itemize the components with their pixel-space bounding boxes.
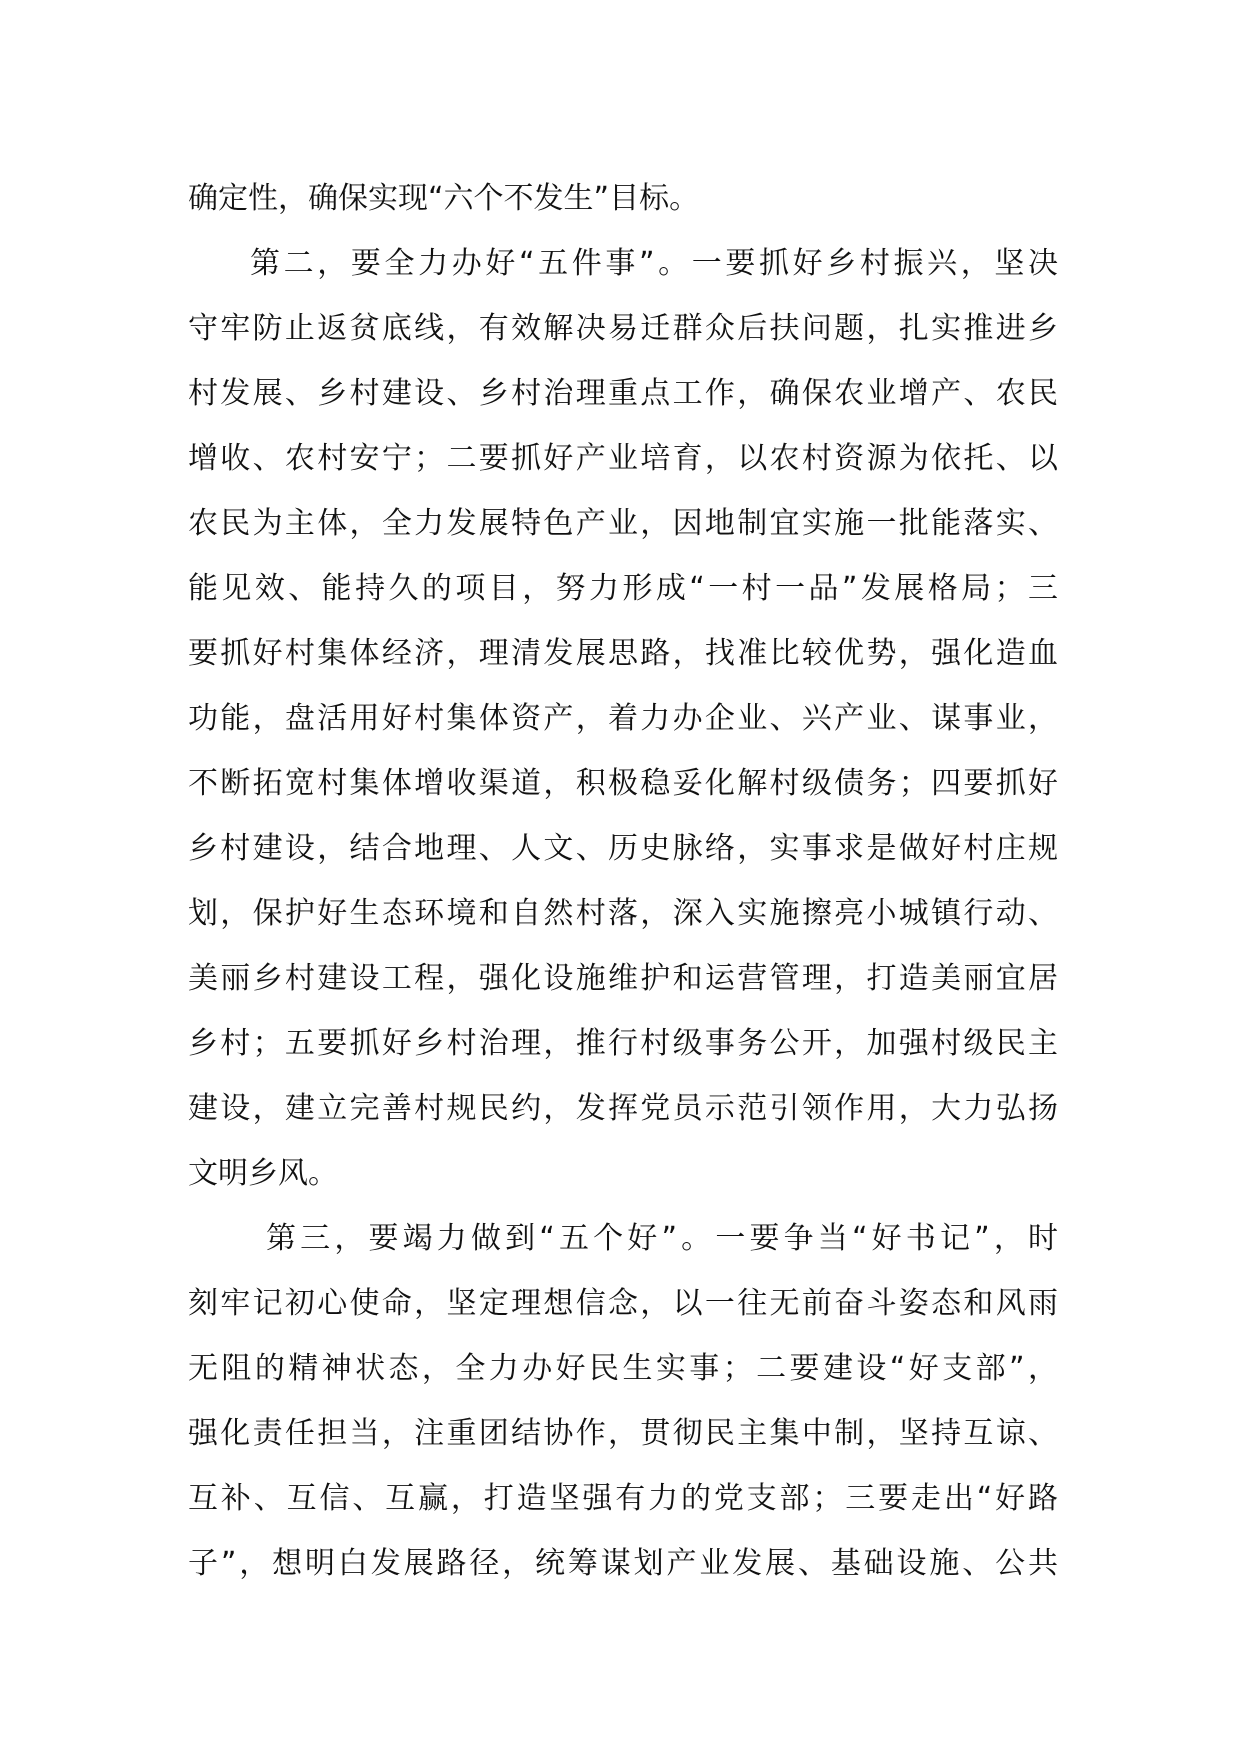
text-line: 村发展、乡村建设、乡村治理重点工作，确保农业增产、农民: [188, 376, 1058, 411]
text-line: 农民为主体，全力发展特色产业，因地制宜实施一批能落实、: [188, 506, 1058, 541]
body-text: [188, 166, 1058, 1596]
text-line: 互补、互信、互赢，打造坚强有力的党支部；三要走出“好路: [188, 1481, 1058, 1516]
paragraph-first-line: 第三，要竭力做到“五个好”。一要争当“好书记”，时: [266, 1221, 1058, 1256]
text-line: 能见效、能持久的项目，努力形成“一村一品”发展格局；三: [188, 571, 1058, 606]
text-line: 乡村；五要抓好乡村治理，推行村级事务公开，加强村级民主: [188, 1026, 1058, 1061]
text-line: 划，保护好生态环境和自然村落，深入实施擦亮小城镇行动、: [188, 896, 1058, 931]
text-line: 增收、农村安宁；二要抓好产业培育，以农村资源为依托、以: [188, 441, 1058, 476]
text-line: 确定性，确保实现“六个不发生”目标。: [188, 181, 700, 216]
text-line: 无阻的精神状态，全力办好民生实事；二要建设“好支部”，: [188, 1351, 1058, 1386]
text-line: 文明乡风。: [188, 1156, 338, 1191]
text-line: 子”，想明白发展路径，统筹谋划产业发展、基础设施、公共: [188, 1546, 1058, 1581]
text-line: 建设，建立完善村规民约，发挥党员示范引领作用，大力弘扬: [188, 1091, 1058, 1126]
text-line: 美丽乡村建设工程，强化设施维护和运营管理，打造美丽宜居: [188, 961, 1058, 996]
text-line: 不断拓宽村集体增收渠道，积极稳妥化解村级债务；四要抓好: [188, 766, 1058, 801]
text-line: 乡村建设，结合地理、人文、历史脉络，实事求是做好村庄规: [188, 831, 1058, 866]
text-line: 强化责任担当，注重团结协作，贯彻民主集中制，坚持互谅、: [188, 1416, 1058, 1451]
paragraph-first-line: 第二，要全力办好“五件事”。一要抓好乡村振兴，坚决: [250, 246, 1058, 281]
text-line: 守牢防止返贫底线，有效解决易迁群众后扶问题，扎实推进乡: [188, 311, 1058, 346]
text-line: 要抓好村集体经济，理清发展思路，找准比较优势，强化造血: [188, 636, 1058, 671]
text-line: 功能，盘活用好村集体资产，着力办企业、兴产业、谋事业，: [188, 701, 1058, 736]
text-line: 刻牢记初心使命，坚定理想信念，以一往无前奋斗姿态和风雨: [188, 1286, 1058, 1321]
